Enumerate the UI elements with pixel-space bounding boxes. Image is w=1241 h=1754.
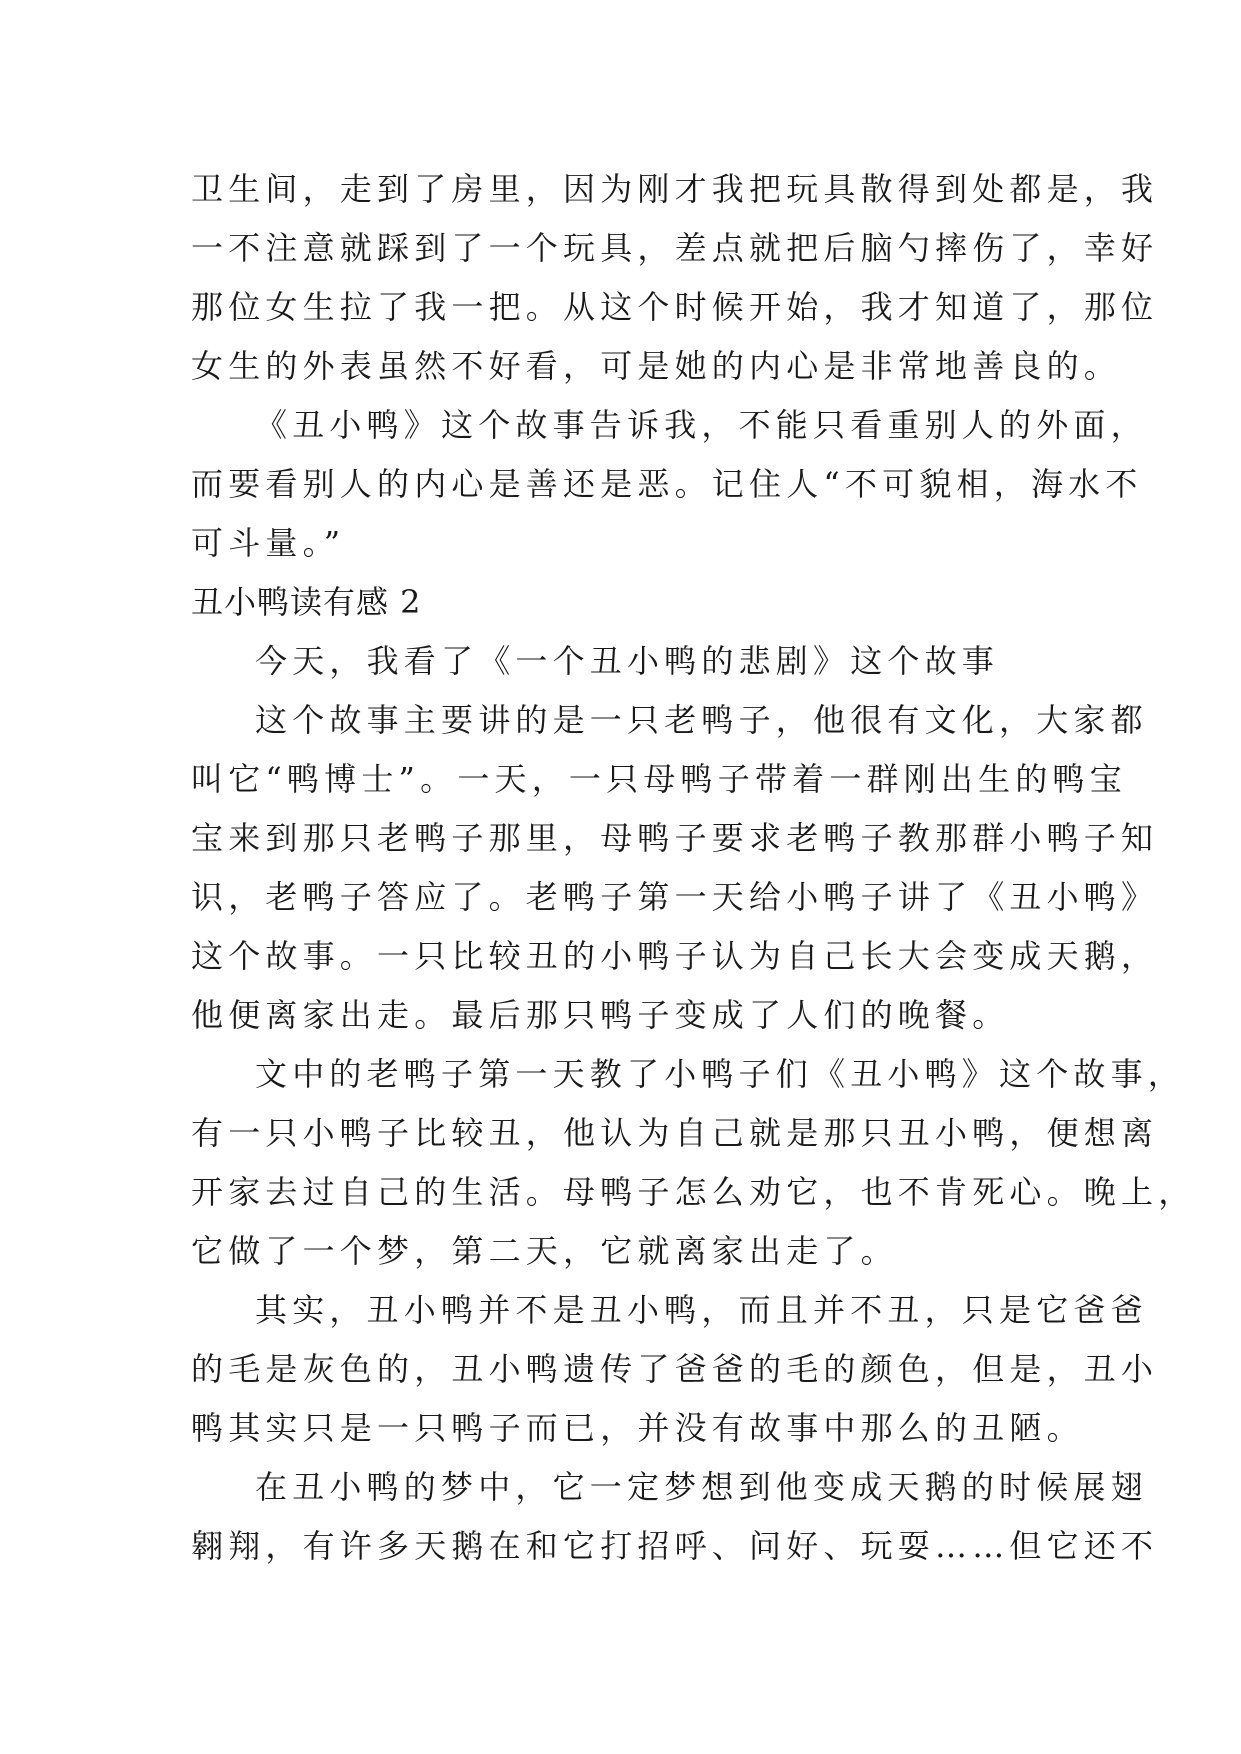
text-line: 鸭其实只是一只鸭子而已，并没有故事中那么的丑陋。 (191, 1409, 1084, 1447)
text-line: 女生的外表虽然不好看，可是她的内心是非常地善良的。 (191, 347, 1122, 385)
text-line: 它做了一个梦，第二天，它就离家出走了。 (191, 1232, 898, 1270)
text-line: 识，老鸭子答应了。老鸭子第一天给小鸭子讲了《丑小鸭》 (191, 878, 1159, 916)
text-line: 其实，丑小鸭并不是丑小鸭，而且并不丑，只是它爸爸 (255, 1291, 1148, 1329)
text-line: 叫它“鸭博士”。一天，一只母鸭子带着一群刚出生的鸭宝 (191, 760, 1127, 798)
text-line: 文中的老鸭子第一天教了小鸭子们《丑小鸭》这个故事， (255, 1055, 1186, 1093)
text-line: 在丑小鸭的梦中，它一定梦想到他变成天鹅的时候展翅 (255, 1468, 1148, 1506)
text-line: 今天，我看了《一个丑小鸭的悲剧》这个故事 (255, 642, 1000, 680)
text-line: 开家去过自己的生活。母鸭子怎么劝它，也不肯死心。晚上， (191, 1173, 1196, 1211)
text-line: 宝来到那只老鸭子那里，母鸭子要求老鸭子教那群小鸭子知 (191, 819, 1159, 857)
text-line: 可斗量。” (191, 524, 346, 562)
body-text (191, 160, 1196, 1576)
text-line: 卫生间，走到了房里，因为刚才我把玩具散得到处都是，我 (191, 170, 1159, 208)
text-line: 翱翔，有许多天鹅在和它打招呼、问好、玩耍……但它还不 (191, 1527, 1159, 1565)
text-line: 这个故事主要讲的是一只老鸭子，他很有文化，大家都 (255, 701, 1148, 739)
text-line: 他便离家出走。最后那只鸭子变成了人们的晚餐。 (191, 996, 1010, 1034)
text-line: 而要看别人的内心是善还是恶。记住人“不可貌相，海水不 (191, 465, 1143, 503)
text-line: 有一只小鸭子比较丑，他认为自己就是那只丑小鸭，便想离 (191, 1114, 1159, 1152)
text-line: 这个故事。一只比较丑的小鸭子认为自己长大会变成天鹅， (191, 937, 1159, 975)
text-line: 的毛是灰色的，丑小鸭遗传了爸爸的毛的颜色，但是，丑小 (191, 1350, 1159, 1388)
text-line: 《丑小鸭》这个故事告诉我，不能只看重别人的外面， (255, 406, 1148, 444)
text-line: 那位女生拉了我一把。从这个时候开始，我才知道了，那位 (191, 288, 1159, 326)
text-line: 一不注意就踩到了一个玩具，差点就把后脑勺摔伤了，幸好 (191, 229, 1159, 267)
section-heading: 丑小鸭读有感 2 (191, 583, 422, 621)
